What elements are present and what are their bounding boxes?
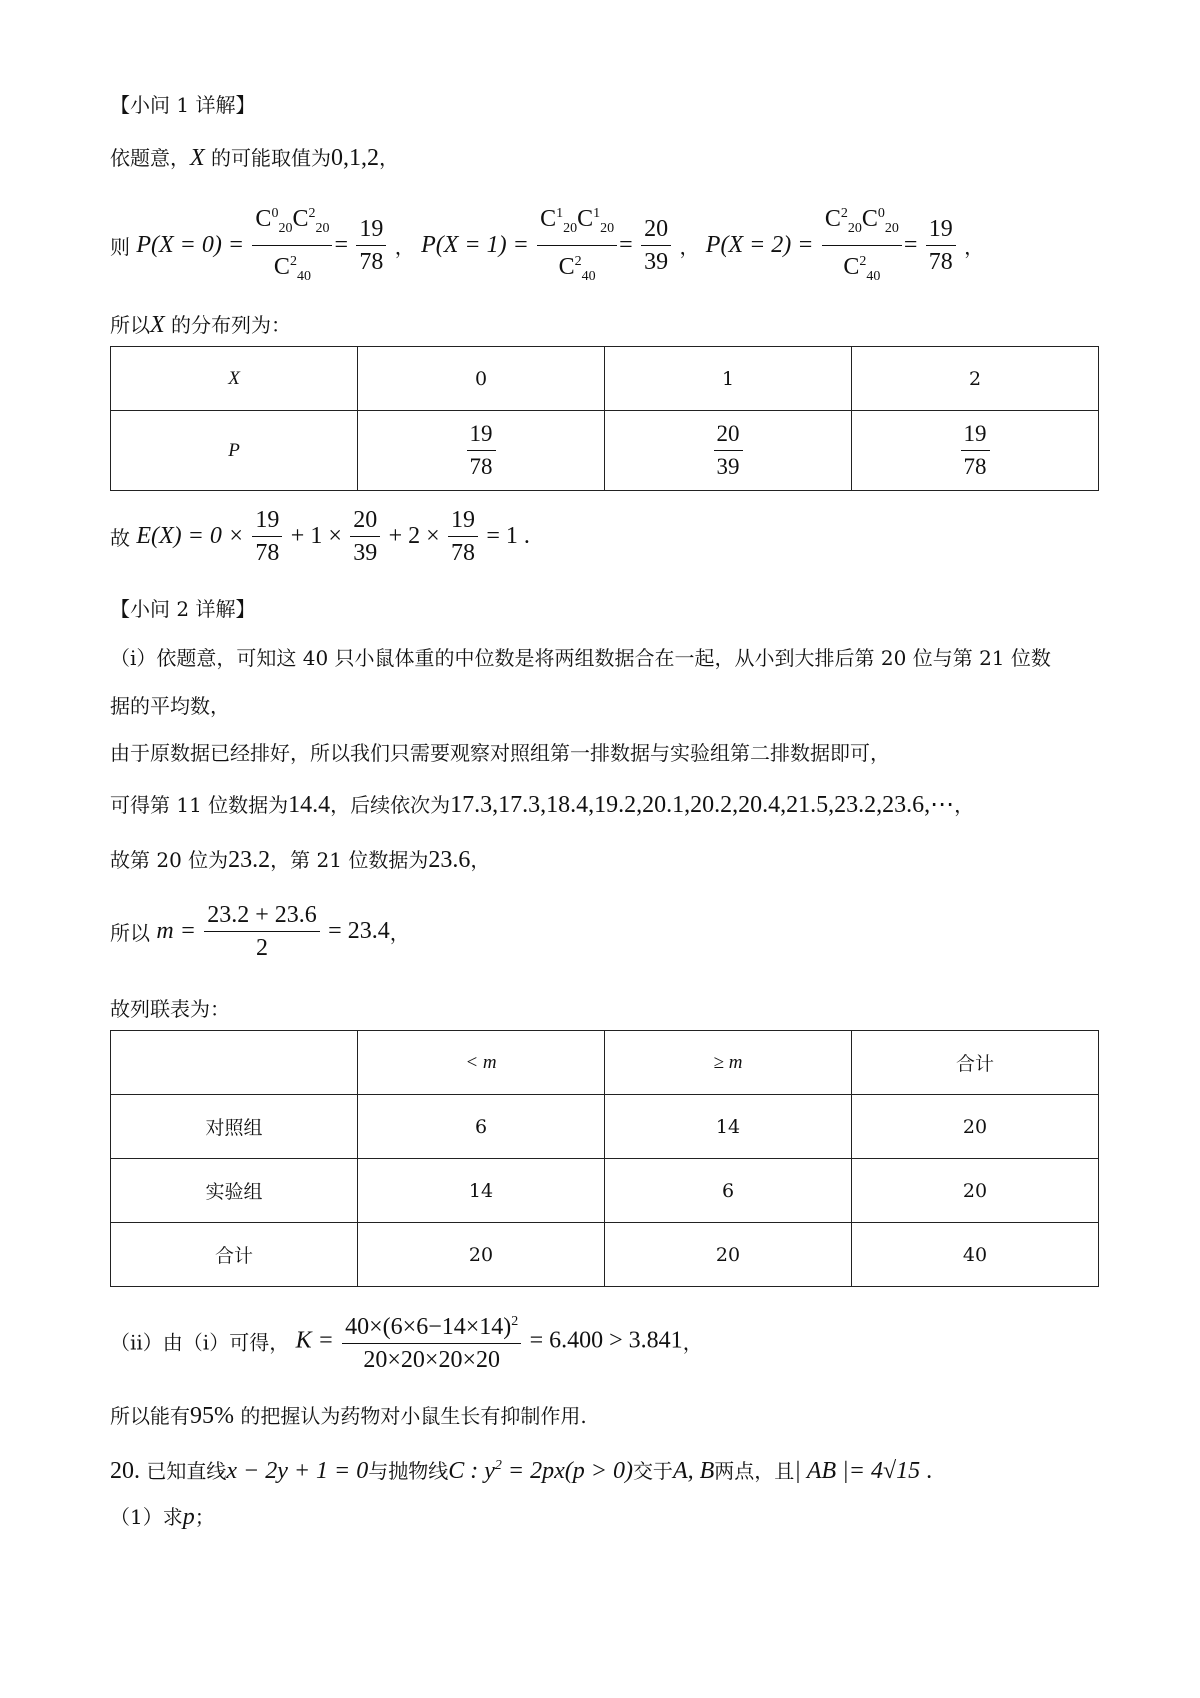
- table-cell: 实验组: [111, 1159, 358, 1223]
- table-cell: 20: [852, 1095, 1099, 1159]
- table-row: [111, 1159, 1099, 1223]
- table-cell: 14: [605, 1095, 852, 1159]
- p1-lhs: P(X = 1) =: [421, 231, 529, 258]
- p2-formula: $\frac{C^2_{20}C^0_{20}}{C^2_{40}}$: [822, 198, 902, 293]
- q2-para1-line2: 据的平均数，: [110, 694, 230, 718]
- table-cell: 20: [605, 1223, 852, 1287]
- table-cell: 14: [358, 1159, 605, 1223]
- table-cell: ≥ m: [605, 1031, 852, 1095]
- table-cell: 0: [358, 347, 605, 411]
- q2-para2: 由于原数据已经排好，所以我们只需要观察对照组第一排数据与实验组第二排数据即可，: [110, 741, 890, 765]
- table-cell: 1: [605, 347, 852, 411]
- p0-lhs: P(X = 0) =: [136, 231, 245, 258]
- table-row: [111, 1095, 1099, 1159]
- table-cell: $\frac{19}{78}$: [852, 411, 1099, 491]
- table-cell: 合计: [111, 1223, 358, 1287]
- p2-lhs: P(X = 2) =: [705, 231, 814, 258]
- q1-heading: 【小问 1 详解】: [110, 93, 256, 117]
- table-cell: 40: [852, 1223, 1099, 1287]
- table-cell: 6: [358, 1095, 605, 1159]
- distribution-intro: 所以X 的分布列为：: [110, 312, 292, 338]
- median-formula: 所以 m = $\frac{23.2 + 23.6}{2}$ = 23.4，: [110, 899, 410, 964]
- table-cell: 6: [605, 1159, 852, 1223]
- q1-intro: 依题意，X 的可能取值为0,1,2，: [110, 145, 400, 171]
- q2-para3: 可得第 11 位数据为14.4，后续依次为17.3,17.3,18.4,19.2,20.1,20.2,20.4,21.5,23.2,23.6,⋯，: [110, 792, 975, 818]
- table-cell: 对照组: [111, 1095, 358, 1159]
- p0-formula: $\frac{C^0_{20}C^2_{20}}{C^2_{40}}$: [252, 198, 332, 293]
- contingency-header-row: [111, 1031, 1099, 1095]
- table-cell: $\frac{19}{78}$: [358, 411, 605, 491]
- expectation: 故 E(X) = 0 × $\frac{19}{78}$ + 1 × $\frac{20}{39}$ + 2 × $\frac{19}{78}$ = 1 .: [110, 504, 530, 569]
- table-row: [111, 1223, 1099, 1287]
- question-20: 20. 已知直线x − 2y + 1 = 0与抛物线C : $y^2 = 2px(p > 0)$交于A, B两点，且| AB |= 4√15 .: [110, 1458, 933, 1484]
- q1-probabilities: 则 P(X = 0) = $\frac{C^0_{20}C^2_{20}}{C^2_{40}}$ = $\frac{19}{78}$ ， P(X = 1) = $\frac{C^1_{20}C^1_{20}}{C^2_{40}}$ = $\frac{20}{39}$ ， P(X = 2) = $\frac{C^2_{20}C^0_{20}}{C^2_{40}}$ = $\frac{19}{78}$ ，: [110, 198, 984, 293]
- table-cell: 合计: [852, 1031, 1099, 1095]
- table-cell: 20: [358, 1223, 605, 1287]
- contingency-table: [110, 1030, 1099, 1287]
- table-cell: $\frac{20}{39}$: [605, 411, 852, 491]
- chi-square-formula: （ii）由（i）可得， K = $\frac{40\times(6\times 6-14\times 14)^2}{20\times 20\times 20\times 20}$ = 6.400 > 3.841，: [110, 1306, 703, 1376]
- contingency-intro: 故列联表为：: [110, 997, 230, 1021]
- distribution-row-x: [111, 347, 1099, 411]
- conclusion: 所以能有95% 的把握认为药物对小鼠生长有抑制作用.: [110, 1403, 587, 1429]
- table-cell: 20: [852, 1159, 1099, 1223]
- q2-heading: 【小问 2 详解】: [110, 597, 256, 621]
- q2-para1-line1: （i）依题意，可知这 40 只小鼠体重的中位数是将两组数据合在一起，从小到大排后第 20 位与第 21 位数: [110, 646, 1051, 670]
- q2-para4: 故第 20 位为23.2，第 21 位数据为23.6，: [110, 847, 491, 873]
- p0-value: $\frac{19}{78}$: [356, 213, 386, 278]
- p2-value: $\frac{19}{78}$: [926, 213, 956, 278]
- table-cell: < m: [358, 1031, 605, 1095]
- distribution-row-p: [111, 411, 1099, 491]
- table-cell: P: [111, 411, 358, 491]
- p1-formula: $\frac{C^1_{20}C^1_{20}}{C^2_{40}}$: [537, 198, 617, 293]
- distribution-table: [110, 346, 1099, 491]
- table-cell: X: [111, 347, 358, 411]
- question-20-part1: （1）求p；: [110, 1504, 215, 1530]
- table-cell: [111, 1031, 358, 1095]
- p1-value: $\frac{20}{39}$: [641, 213, 671, 278]
- table-cell: 2: [852, 347, 1099, 411]
